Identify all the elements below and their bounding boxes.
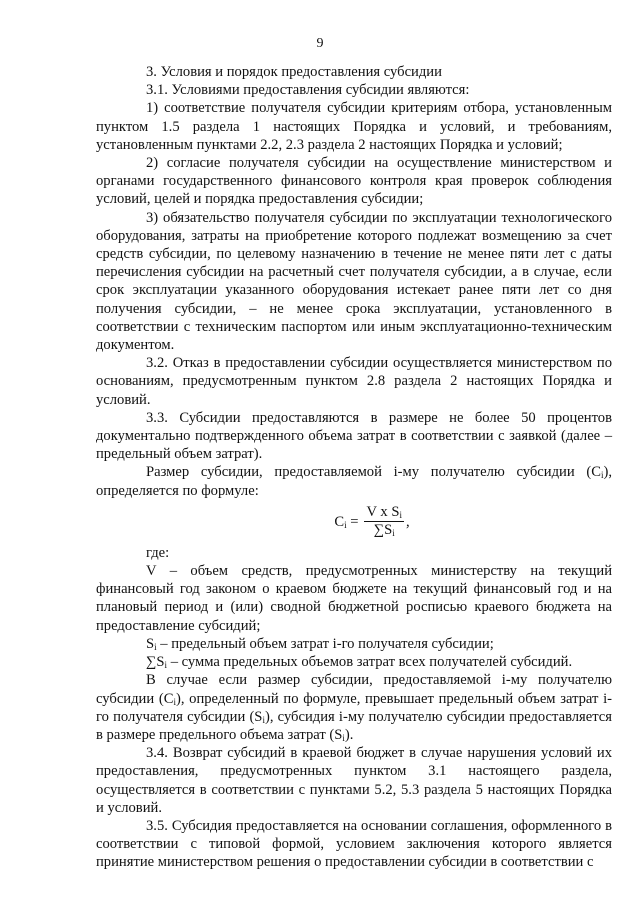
formula-lhs: $C_i$ = (334, 513, 359, 530)
paragraph-3-3: 3.3. Субсидии предоставляются в размере не более 50 процентов документально подтвержденного объема затрат в соответствии с заявкой (далее – предельный объем затрат). (96, 409, 612, 463)
formula-numerator: V x $S_i$ (366, 504, 402, 521)
formula-denominator: $\sum S_i$ (373, 522, 395, 539)
definition-v: V – объем средств, предусмотренных министерству на текущий финансовый год законом о краевом бюджете на текущий финансовый год и на плановый период и (или) сводной бюджетной росписью краевого бюджета на предоставление субсидий; (96, 563, 612, 634)
section-title: 3. Условия и порядок предоставления субсидии (146, 64, 442, 80)
formula-trailing: , (406, 513, 410, 530)
condition-3: 3) обязательство получателя субсидии по эксплуатации технологического оборудования, затраты на приобретение которого подлежат возмещению за счет средств субсидии, по целевому назначению в течение не менее пяти лет с даты перечисления субсидии на расчетный счет получателя субсидии, а в случае, если срок эксплуатации указанного оборудования истекает ранее пяти лет со дня получения субсидии, – не менее срока эксплуатации, установленного в соответствии с техническим паспортом или иным эксплуатационно-техническим документом. (96, 209, 612, 354)
definition-sum-si: $\sum S_i$ – сумма предельных объемов затрат всех получателей субсидий. (146, 654, 573, 671)
condition-2: 2) согласие получателя субсидии на осуществление министерством и органами государственного финансового контроля края проверок соблюдения условий, целей и порядка предоставления субсидии; (96, 155, 612, 208)
where-label: где: (146, 544, 170, 561)
paragraph-3-1: 3.1. Условиями предоставления субсидии являются: (146, 82, 470, 99)
formula-fraction (364, 504, 404, 539)
paragraph-3-5: 3.5. Субсидия предоставляется на основании соглашения, оформленного в соответствии с типовой формой, условием заключения которого является принятие министерством решения о предоставлении субсидии в соответствии с (96, 817, 612, 871)
subsidy-formula (132, 500, 612, 544)
condition-1: 1) соответствие получателя субсидии критериям отбора, установленным пунктом 1.5 раздела 1 настоящих Порядка и условий, и требованиям, установленным пунктами 2.2, 2.3 раздела 2 настоящих Порядка и условий; (96, 100, 612, 153)
subsidy-size-intro: Размер субсидии, предоставляемой i-му получателю субсидии $(C_i)$, определяется по формуле: (96, 464, 612, 499)
paragraph-3-2: 3.2. Отказ в предоставлении субсидии осуществляется министерством по основаниям, предусмотренным пунктом 2.8 раздела 2 настоящих Порядка и условий. (96, 355, 612, 408)
paragraph-exceed: В случае если размер субсидии, предоставляемой i-му получателю субсидии $(C_i)$, определенный по формуле, превышает предельный объем затрат i-го получателя субсидии $(S_i)$, субсидия i-му получателю субсидии предоставляется в размере предельного объема затрат $(S_i)$. (96, 672, 613, 743)
page-number: 9 (316, 36, 324, 51)
paragraph-3-4: 3.4. Возврат субсидий в краевой бюджет в случае нарушения условий их предоставления, предусмотренных пунктом 3.1 настоящего раздела, осуществляется в соответствии с пунктами 5.2, 5.3 раздела 5 настоящих Порядка и условий. (96, 745, 612, 816)
definition-si: $S_i$ – предельный объем затрат i-го получателя субсидии; (146, 635, 494, 652)
document-body (96, 63, 612, 872)
